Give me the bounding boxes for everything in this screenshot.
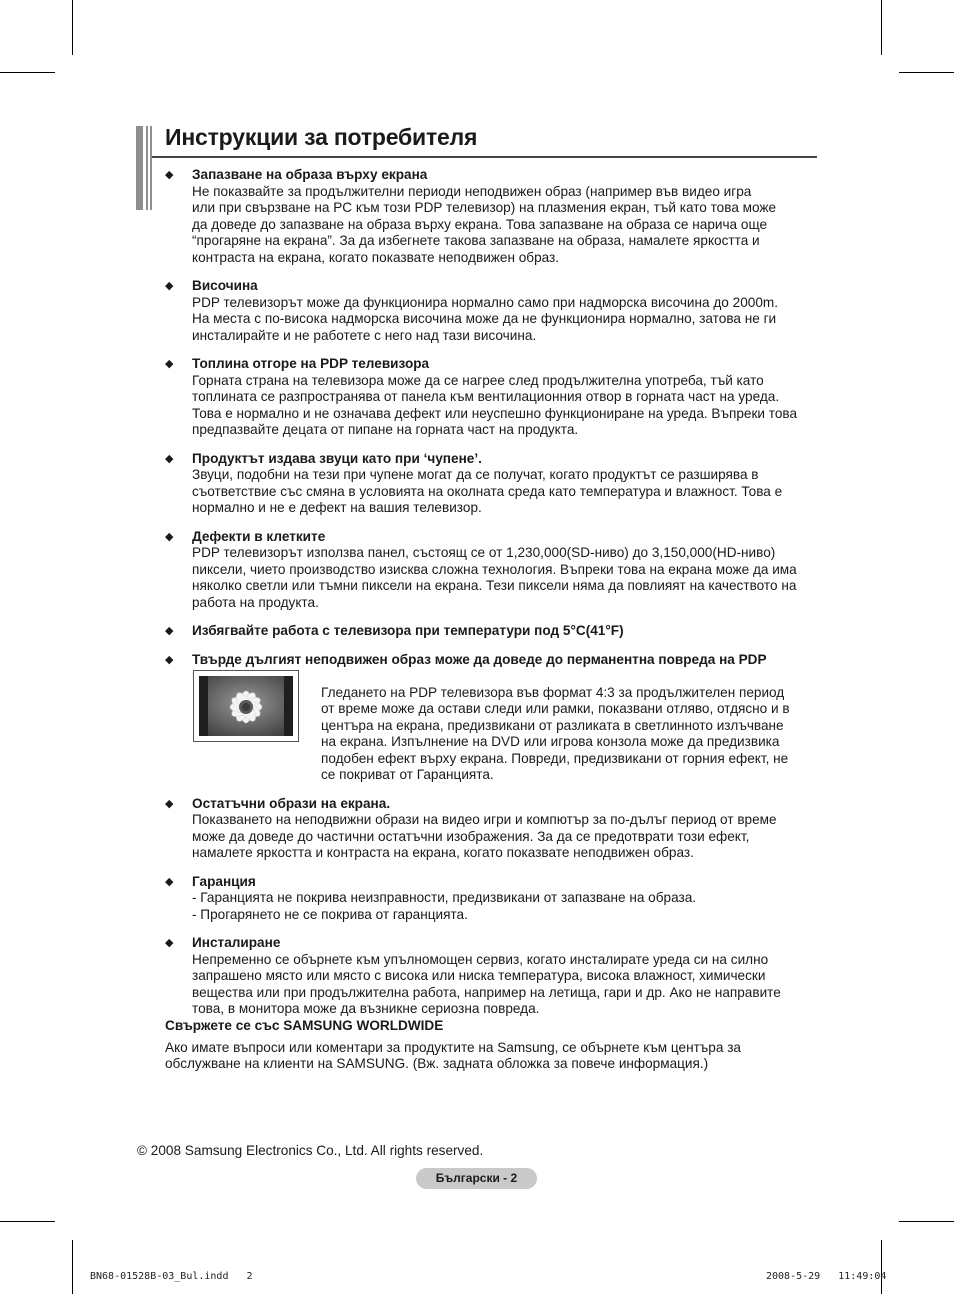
item-line: намалете яркостта и контраста на екрана, когато показвате неподвижен образ. — [192, 845, 694, 860]
diamond-bullet-icon: ◆ — [165, 452, 174, 465]
diamond-bullet-icon: ◆ — [165, 653, 174, 666]
item-line: Не показвайте за продължителни периоди неподвижен образ (например във видео игра — [192, 183, 752, 199]
item-line: центъра на екрана, предизвикани от разликата в светлинното излъчване — [321, 717, 784, 733]
item-line: - Прогарянето не се покрива от гаранцията. — [192, 906, 468, 922]
crop-mark — [899, 72, 954, 73]
item-heading: Остатъчни образи на екрана. — [192, 795, 391, 811]
list-item — [165, 796, 820, 862]
item-line: Това е нормално и не означава дефект или неуспешно функциониране на уреда. Въпреки това — [192, 405, 798, 421]
contact-title: Свържете се със SAMSUNG WORLDWIDE — [165, 1018, 444, 1033]
item-line: топлината се разпространява от панела към вентилационния отвор в горната част на уреда. — [192, 389, 780, 404]
crop-mark — [0, 72, 55, 73]
crop-mark — [72, 0, 73, 55]
print-slug-date: 2008-5-29 11:49:04 — [766, 1271, 887, 1282]
item-heading: Твърде дългият неподвижен образ може да доведе до перманентна повреда на PDP — [192, 651, 767, 667]
item-line: Гледането на PDP телевизора във формат 4:3 за продължителен период — [321, 684, 785, 700]
list-item — [165, 935, 820, 1018]
item-line: предпазвайте децата от пипане на горната част на продукта. — [192, 422, 579, 437]
page-number-badge: Български - 2 — [416, 1168, 537, 1189]
item-line: вещества или при продължителна работа, например на летища, гари и др. Ако не направите — [192, 984, 781, 1000]
item-line: може да доведе до частични остатъчни изображения. За да се предотврати този ефект, — [192, 828, 750, 844]
diamond-bullet-icon: ◆ — [165, 625, 174, 637]
item-body — [192, 373, 820, 439]
diamond-bullet-icon: ◆ — [165, 280, 174, 292]
contact-body — [165, 1040, 815, 1073]
item-body — [192, 812, 820, 862]
list-item — [165, 451, 820, 517]
list-item — [165, 529, 820, 612]
diamond-bullet-icon: ◆ — [165, 530, 174, 543]
print-slug-file: BN68-01528B-03_Bul.indd 2 — [90, 1271, 253, 1282]
item-line: или при свързване на PC към този PDP телевизор) на плазмения екран, тъй като това може — [192, 200, 777, 215]
item-heading: Височина — [192, 278, 258, 293]
list-item — [165, 167, 820, 266]
item-line: Горната страна на телевизора може да се нагрее след продължителна употреба, тъй като — [192, 372, 764, 388]
diamond-bullet-icon: ◆ — [165, 169, 174, 181]
item-heading: Избягвайте работа с телевизора при температури под 5°C(41°F) — [192, 623, 624, 638]
list-item — [165, 278, 820, 344]
title-decoration — [136, 126, 152, 210]
item-line: - Гаранцията не покрива неизправности, предизвикани от запазване на образа. — [192, 890, 697, 905]
item-line: инсталирайте и не работете с него над тази височина. — [192, 327, 537, 343]
item-heading: Дефекти в клетките — [192, 528, 326, 544]
item-line: нормално и не е дефект на вашия телевизор. — [192, 500, 482, 515]
item-line: на екрана. Изпълнение на DVD или игрова конзола може да предизвика — [321, 734, 780, 749]
item-body — [192, 952, 820, 1018]
contact-section — [165, 1018, 815, 1073]
crop-mark — [899, 1221, 954, 1222]
item-line: запрашено място или място с висока или ниска температура, висока влажност, химически — [192, 968, 766, 983]
copyright-notice: © 2008 Samsung Electronics Co., Ltd. All rights reserved. — [137, 1143, 484, 1158]
item-line: пиксели, чието производство изисква сложна технология. Въпреки това на екрана може да има — [192, 561, 797, 577]
contact-line: Ако имате въпроси или коментари за продуктите на Samsung, се обърнете към центъра за — [165, 1039, 741, 1055]
flower-screen-image — [199, 676, 293, 736]
item-body — [192, 467, 820, 517]
item-line: Звуци, подобни на тези при чупене могат да се получат, когато продуктът се разширява в — [192, 467, 759, 482]
item-heading: Топлина отгоре на PDP телевизора — [192, 356, 430, 371]
item-line: подобен ефект върху екрана. Повреди, предизвикани от горния ефект, не — [321, 750, 789, 766]
item-body — [192, 890, 820, 923]
list-item — [165, 652, 820, 784]
list-item — [165, 874, 820, 924]
page-title: Инструкции за потребителя — [165, 124, 478, 150]
item-heading: Продуктът издава звуци като при ‘чупене’. — [192, 450, 482, 466]
item-line: На места с по-висока надморска височина може да не функционира нормално, затова не ги — [192, 311, 777, 326]
item-line: “прогаряне на екрана”. За да избегнете такова запазване на образа, намалете яркостта и — [192, 233, 760, 248]
item-line: това, в монитора може да възникне сериозна повреда. — [192, 1001, 540, 1016]
crop-mark — [0, 1221, 55, 1222]
crop-mark — [72, 1240, 73, 1294]
item-body — [321, 685, 820, 784]
list-item — [165, 356, 820, 439]
list-item — [165, 623, 820, 640]
crop-mark — [881, 0, 882, 55]
item-body — [192, 545, 820, 611]
item-line: Непременно се обърнете към упълномощен сервиз, когато инсталирате уреда си на силно — [192, 951, 769, 967]
diamond-bullet-icon: ◆ — [165, 358, 174, 370]
item-line: няколко светли или тъмни пиксели на екрана. Тези пиксели няма да повлияят на качеството на — [192, 578, 797, 593]
title-divider — [152, 156, 817, 158]
item-line: съответствие със смяна в условията на околната среда като температура и влажност. Това е — [192, 483, 783, 499]
diamond-bullet-icon: ◆ — [165, 875, 174, 888]
item-line: се покриват от Гаранцията. — [321, 767, 494, 782]
diamond-bullet-icon: ◆ — [165, 937, 174, 949]
contact-line: обслужване на клиенти на SAMSUNG. (Вж. задната обложка за повече информация.) — [165, 1056, 709, 1071]
item-line: Показването на неподвижни образи на видео игри и компютър за по-дълъг период от време — [192, 812, 777, 827]
item-heading: Инсталиране — [192, 935, 281, 950]
item-line: контраста на екрана, когато показвате неподвижен образ. — [192, 249, 560, 265]
item-line: PDP телевизорът използва панел, състоящ се от 1,230,000(SD-ниво) до 3,150,000(HD-ниво) — [192, 545, 776, 560]
instruction-list — [165, 167, 820, 1030]
crop-mark — [881, 1240, 882, 1294]
item-line: PDP телевизорът може да функционира нормално само при надморска височина до 2000m. — [192, 294, 778, 310]
item-body — [192, 184, 820, 267]
item-line: от време може да остави следи или рамки, показвани отляво, отдясно и в — [321, 701, 790, 716]
tv-illustration — [193, 670, 299, 742]
item-line: да доведе до запазване на образа върху екрана. Това запазване на образа се нарича още — [192, 216, 768, 232]
item-body — [192, 295, 820, 345]
item-heading: Запазване на образа върху екрана — [192, 167, 428, 182]
diamond-bullet-icon: ◆ — [165, 797, 174, 810]
item-line: работа на продукта. — [192, 594, 319, 610]
item-heading: Гаранция — [192, 873, 256, 889]
